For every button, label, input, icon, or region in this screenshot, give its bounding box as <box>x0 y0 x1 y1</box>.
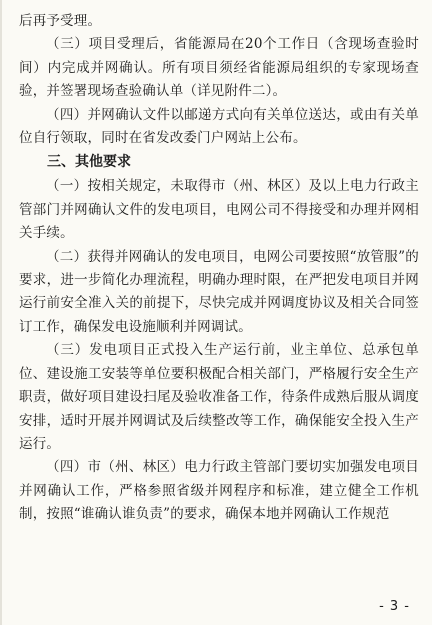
section-heading-other-requirements: 三、其他要求 <box>47 154 131 171</box>
page-number: - 3 - <box>379 599 410 614</box>
paragraph-3-2: （二）获得并网确认的发电项目，电网公司要按照“放管服”的要求，进一步简化办理流程，明确办理时限，在严把发电项目并网运行前安全准入关的前提下，尽快完成并网调度协议及相关合同签订工作，确保发电设施顺利并网调试。 <box>19 248 419 335</box>
paragraph-2-4: （四）并网确认文件以邮递方式向有关单位送达，或由有关单位自行领取，同时在省发改委门户网站上公布。 <box>19 106 419 147</box>
paragraph-3-3: （三）发电项目正式投入生产运行前，业主单位、总承包单位、建设施工安装等单位要积极配合相关部门，严格履行安全生产职责，做好项目建设扫尾及验收准备工作，待条件成熟后服从调度安排，适时开展并网调试及后续整改等工作，确保能安全投入生产运行。 <box>19 342 419 452</box>
scan-edge <box>0 0 2 625</box>
paragraph-3-1: （一）按相关规定，未取得市（州、林区）及以上电力行政主管部门并网确认文件的发电项目，电网公司不得接受和办理并网相关手续。 <box>19 178 419 242</box>
document-body <box>19 10 419 527</box>
paragraph-2-3: （三）项目受理后，省能源局在20个工作日（含现场查验时间）内完成并网确认。所有项目须经省能源局组织的专家现场查验，并签署现场查验确认单（详见附件二）。 <box>19 36 419 100</box>
paragraph-continuation: 后再予受理。 <box>19 13 102 29</box>
paragraph-3-4: （四）市（州、林区）电力行政主管部门要切实加强发电项目并网确认工作，严格参照省级并网程序和标准，建立健全工作机制，按照“谁确认谁负责”的要求，确保本地并网确认工作规范 <box>19 459 419 523</box>
